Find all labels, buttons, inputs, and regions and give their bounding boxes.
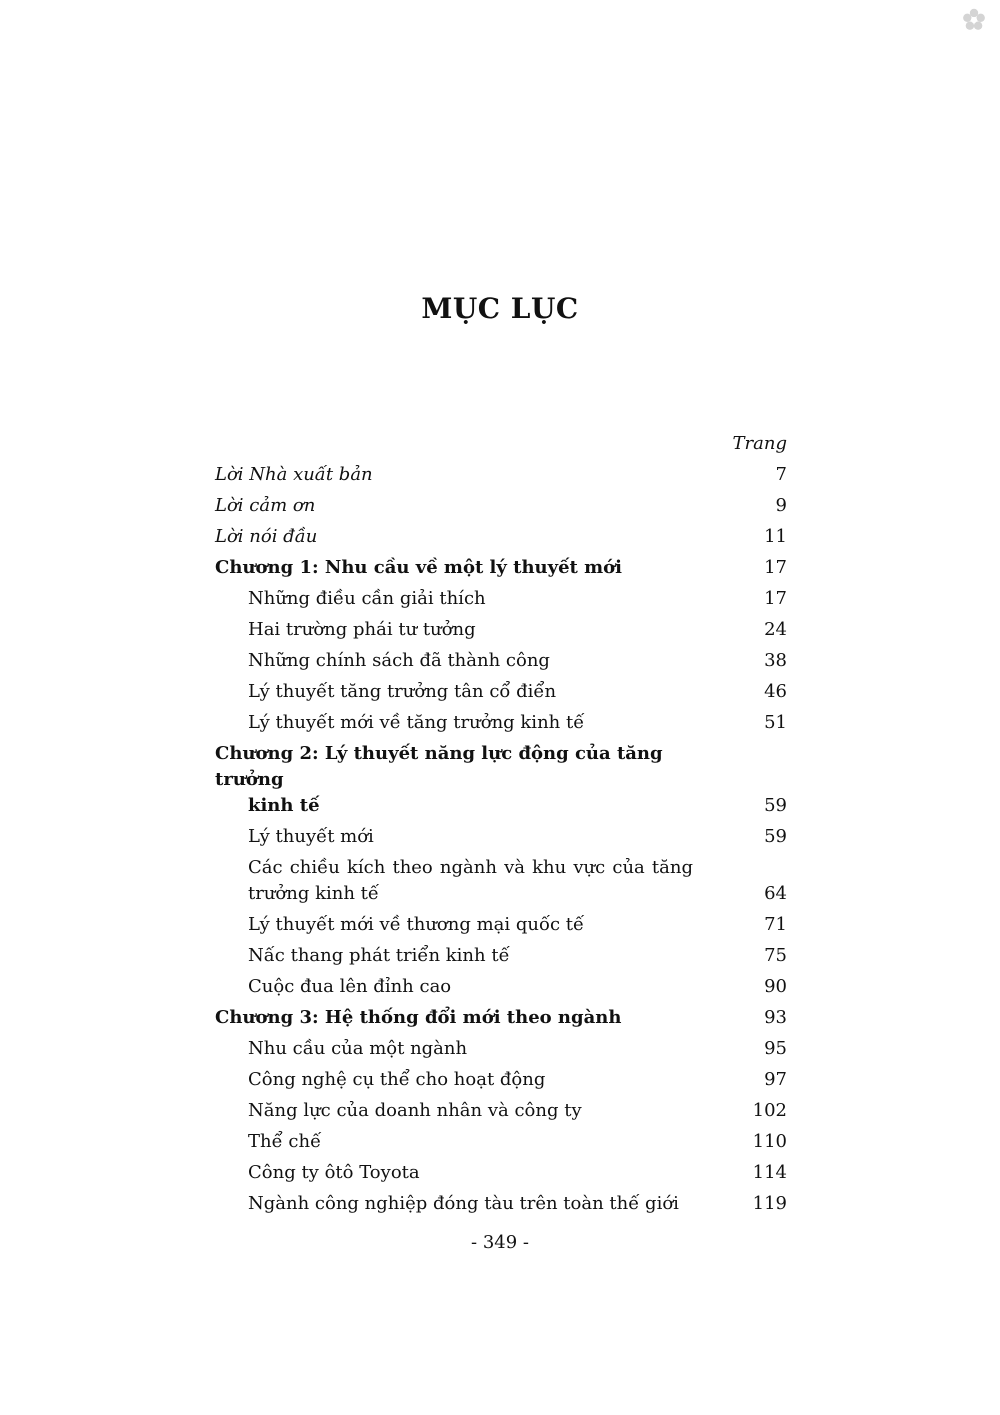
- toc-entry[interactable]: [215, 490, 787, 521]
- toc-entry-title: Những chính sách đã thành công: [248, 649, 550, 671]
- toc-entry[interactable]: [215, 909, 787, 940]
- toc-entry-page: 24: [764, 618, 787, 640]
- toc-entry-page: 51: [764, 711, 787, 733]
- toc-entry[interactable]: [215, 707, 787, 738]
- toc-entry-title: Chương 1: Nhu cầu về một lý thuyết mới: [215, 556, 622, 578]
- toc-entry[interactable]: [215, 821, 787, 852]
- toc-entry-page: 59: [764, 825, 787, 847]
- toc-entry[interactable]: [215, 1126, 787, 1157]
- toc-entry-page: 102: [752, 1099, 787, 1121]
- toc-entry[interactable]: [215, 971, 787, 1002]
- toc-entry[interactable]: [215, 614, 787, 645]
- toc-entry-title-line1: Chương 2: Lý thuyết năng lực động của tăng trưởng: [215, 742, 663, 790]
- toc-entry[interactable]: [215, 459, 787, 490]
- toc-entry-page: 114: [752, 1161, 787, 1183]
- toc-entry[interactable]: [215, 645, 787, 676]
- toc-entry[interactable]: [215, 583, 787, 614]
- toc-entry-title: Hai trường phái tư tưởng: [248, 618, 476, 640]
- toc-entry-title: Cuộc đua lên đỉnh cao: [248, 975, 452, 997]
- toc-entry-page: 110: [752, 1130, 787, 1152]
- toc-entry-title: Nấc thang phát triển kinh tế: [248, 944, 510, 966]
- toc-chapter-entry[interactable]: [215, 552, 787, 583]
- toc-entry[interactable]: [215, 852, 787, 909]
- toc-entry-title: Công ty ôtô Toyota: [248, 1161, 420, 1183]
- toc-entry-page: 7: [775, 463, 787, 485]
- toc-chapter-entry[interactable]: [215, 738, 787, 821]
- toc-entry-title: Lý thuyết mới về thương mại quốc tế: [248, 913, 585, 935]
- toc-entry-page: 71: [764, 913, 787, 935]
- toc-entry-page: 119: [752, 1192, 787, 1214]
- toc-entry[interactable]: [215, 521, 787, 552]
- toc-entry-page: 97: [764, 1068, 787, 1090]
- toc-entry-page: 75: [764, 944, 787, 966]
- toc-entry-page: 64: [764, 882, 787, 904]
- toc-entry[interactable]: [215, 1157, 787, 1188]
- toc-entry-title: Lời nói đầu: [215, 525, 318, 547]
- toc-chapter-entry[interactable]: [215, 1002, 787, 1033]
- toc-entry-page: 93: [764, 1006, 787, 1028]
- toc-entry-page: 17: [764, 587, 787, 609]
- toc-entry-page: 17: [764, 556, 787, 578]
- toc-entry-title: Thể chế: [248, 1130, 322, 1152]
- page-number: - 349 -: [471, 1232, 529, 1253]
- toc-entry-page: 38: [764, 649, 787, 671]
- toc-entry[interactable]: [215, 1064, 787, 1095]
- toc-entry-title: Lý thuyết tăng trưởng tân cổ điển: [248, 680, 557, 702]
- toc-entry-title: Lời cảm ơn: [215, 494, 316, 516]
- toc-entry-page: 59: [764, 794, 787, 816]
- toc-entry-title: Những điều cần giải thích: [248, 587, 486, 609]
- toc-entry-page: 90: [764, 975, 787, 997]
- toc-entry-page: 95: [764, 1037, 787, 1059]
- toc-entry-title: Lời Nhà xuất bản: [215, 463, 373, 485]
- flower-watermark-icon: [962, 8, 986, 32]
- page-title: MỤC LỤC: [421, 292, 579, 325]
- toc-entry-title: Ngành công nghiệp đóng tàu trên toàn thế giới: [248, 1192, 679, 1214]
- toc-entry-title: Chương 3: Hệ thống đổi mới theo ngành: [215, 1006, 622, 1028]
- toc-entry-title-line2: kinh tế: [248, 794, 320, 816]
- toc-entry-title: Lý thuyết mới về tăng trưởng kinh tế: [248, 711, 585, 733]
- page-column-header: Trang: [732, 433, 787, 454]
- toc-entry-title: Lý thuyết mới: [248, 825, 374, 847]
- toc-entry[interactable]: [215, 1188, 787, 1219]
- toc-entry-page: 11: [764, 525, 787, 547]
- toc-entry-title: [215, 741, 693, 819]
- toc-entry[interactable]: [215, 940, 787, 971]
- toc-entry[interactable]: [215, 676, 787, 707]
- toc-entry[interactable]: [215, 1033, 787, 1064]
- toc-entry-page: 46: [764, 680, 787, 702]
- toc-entry-title: Năng lực của doanh nhân và công ty: [248, 1099, 582, 1121]
- table-of-contents: [215, 428, 787, 1219]
- toc-entry-title: Nhu cầu của một ngành: [248, 1037, 468, 1059]
- toc-entry[interactable]: [215, 1095, 787, 1126]
- toc-entry-title: Công nghệ cụ thể cho hoạt động: [248, 1068, 546, 1090]
- toc-entry-page: 9: [775, 494, 787, 516]
- toc-entry-title: Các chiều kích theo ngành và khu vực của tăng trưởng kinh tế: [248, 856, 693, 904]
